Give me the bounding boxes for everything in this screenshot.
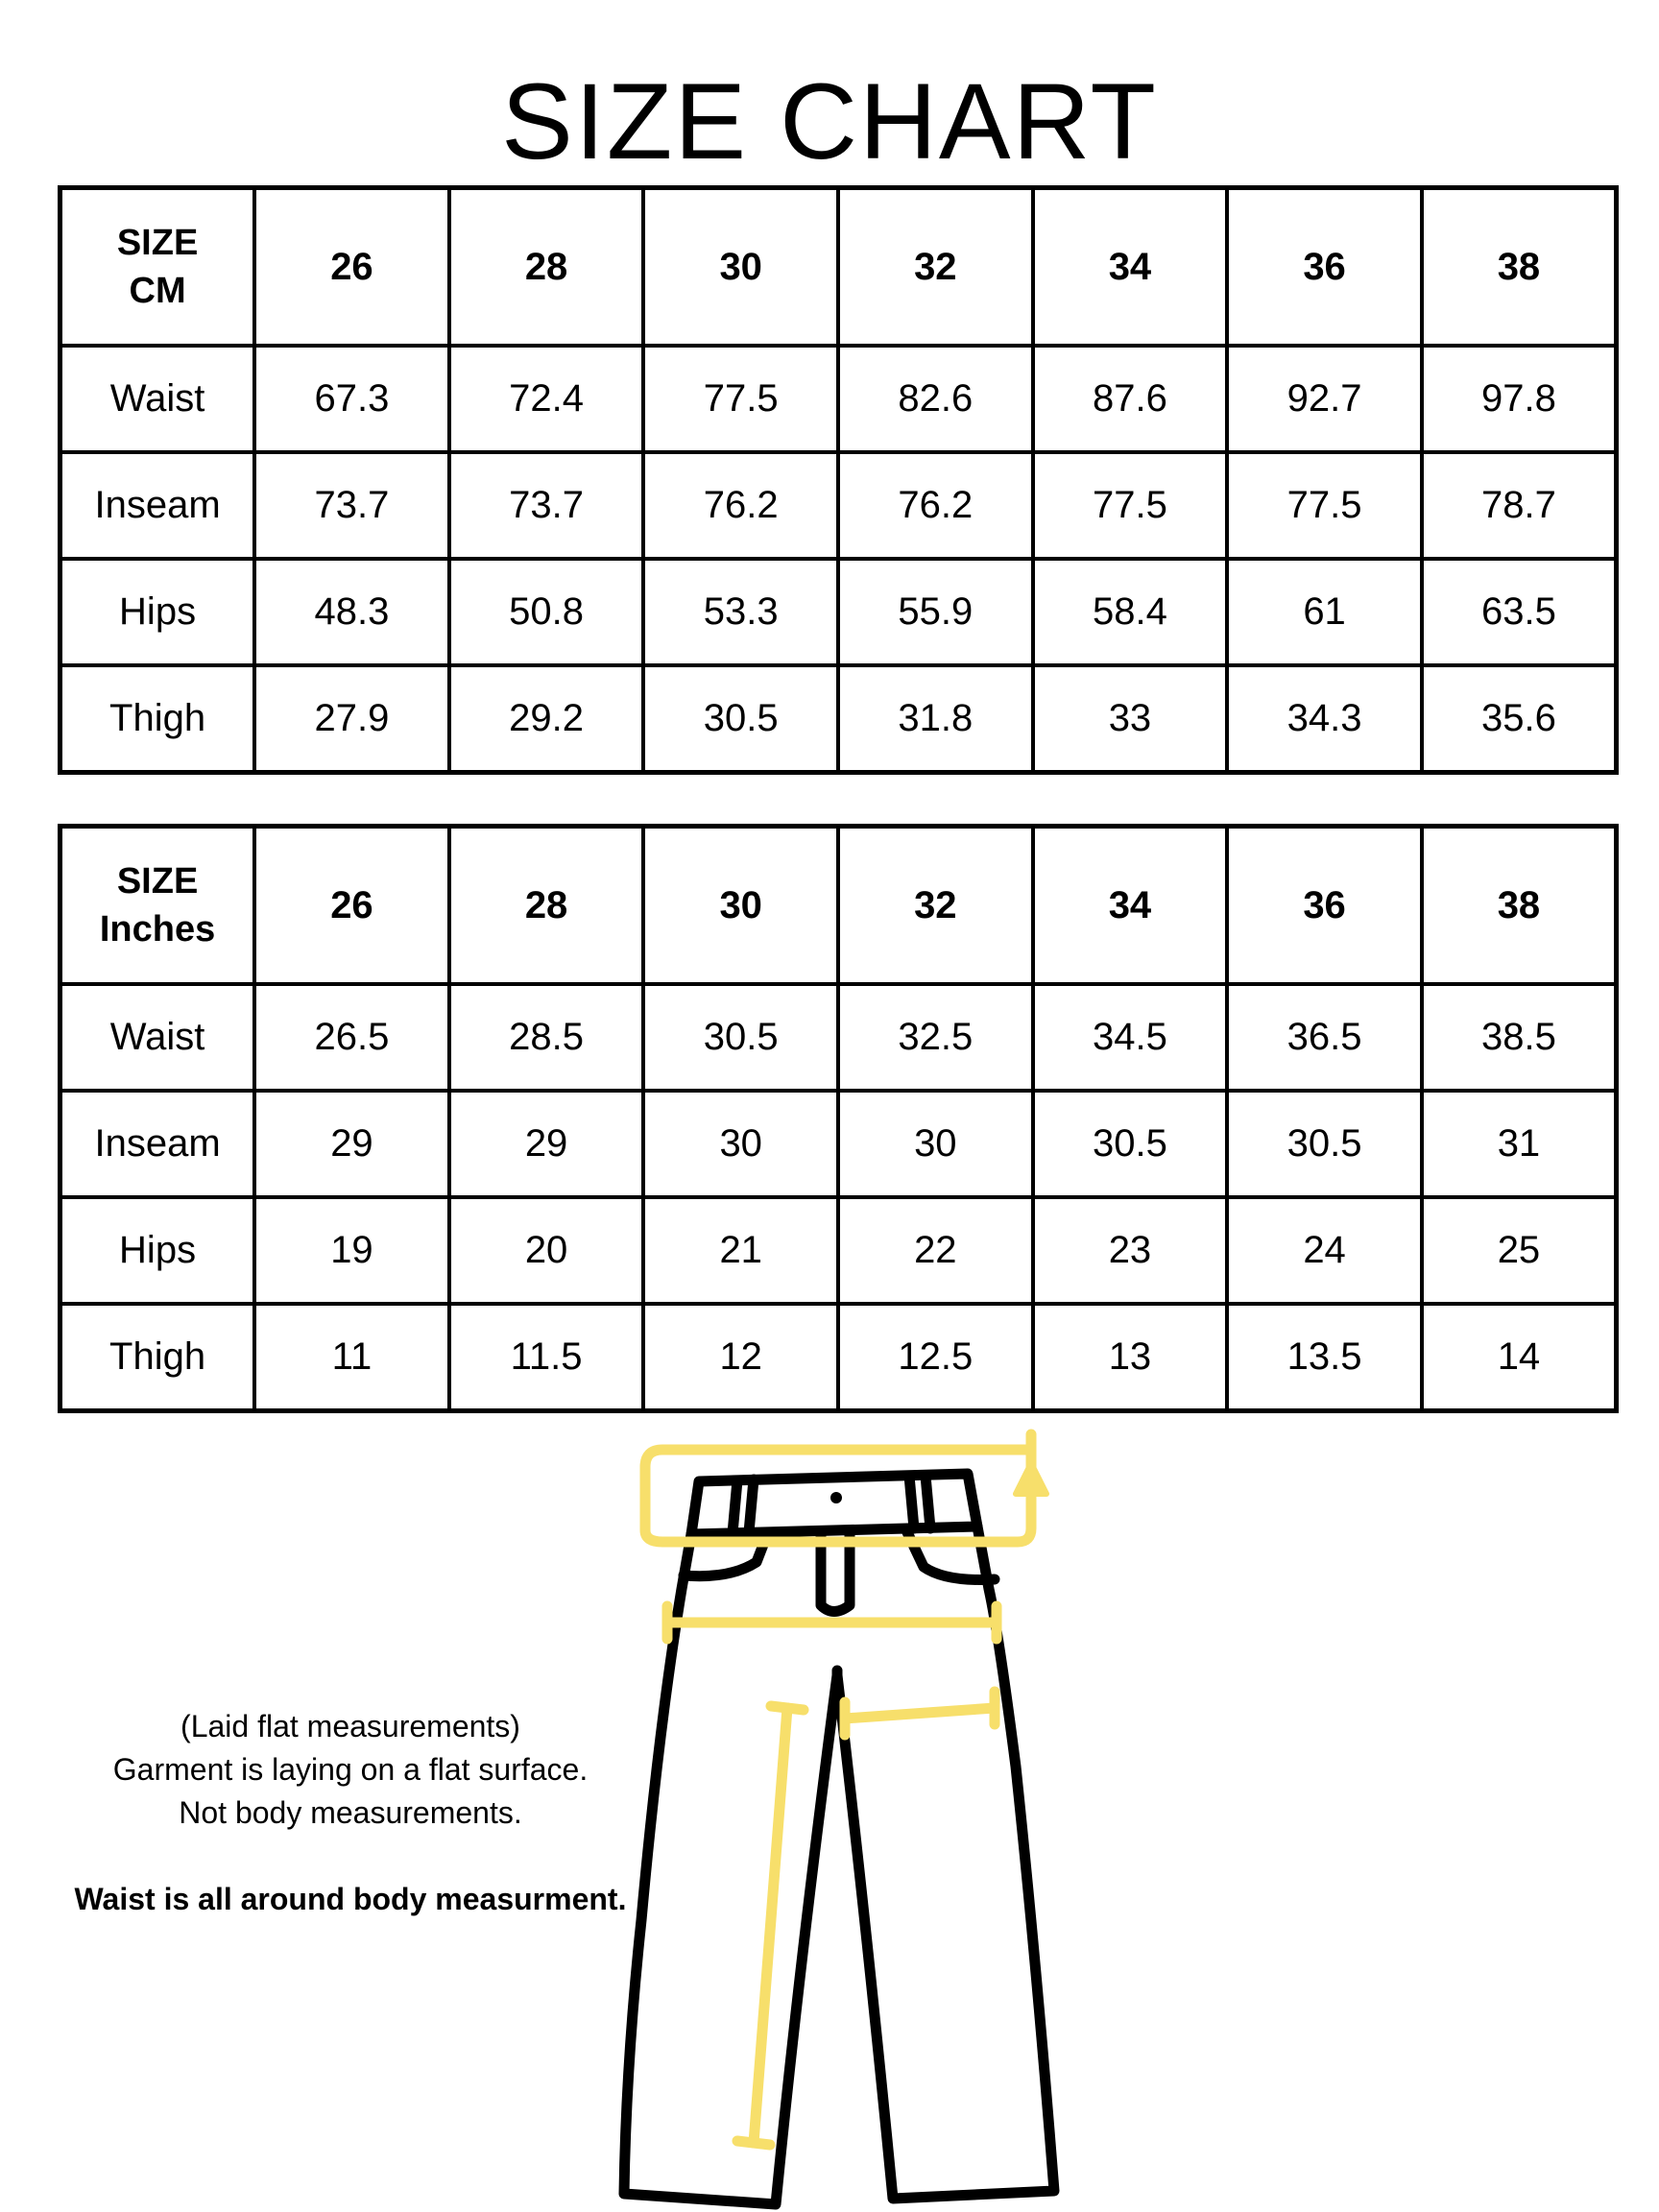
measurement-value: 35.6	[1422, 665, 1617, 773]
measurement-value: 30.5	[643, 984, 838, 1091]
size-label: SIZE	[116, 861, 199, 902]
measurement-value: 31.8	[838, 665, 1033, 773]
size-header-cell: 38	[1422, 188, 1617, 347]
measurement-value: 28.5	[449, 984, 644, 1091]
measurement-value: 67.3	[254, 346, 449, 452]
measurement-value: 12	[643, 1304, 838, 1411]
size-header-cell: 26	[254, 827, 449, 985]
measurement-value: 33	[1033, 665, 1228, 773]
measurement-value: 97.8	[1422, 346, 1617, 452]
measurement-value: 29	[449, 1091, 644, 1197]
measurement-name: Waist	[60, 984, 255, 1091]
measurement-value: 11.5	[449, 1304, 644, 1411]
measurement-value: 48.3	[254, 559, 449, 665]
size-header-cell: 30	[643, 827, 838, 985]
measurement-value: 36.5	[1227, 984, 1422, 1091]
measurement-value: 30.5	[643, 665, 838, 773]
measurement-value: 27.9	[254, 665, 449, 773]
measurement-value: 29	[254, 1091, 449, 1197]
measurement-value: 11	[254, 1304, 449, 1411]
page-title: SIZE CHART	[501, 61, 1158, 181]
measurement-value: 20	[449, 1197, 644, 1304]
size-header-cell: 30	[643, 188, 838, 347]
measurement-value: 30	[643, 1091, 838, 1197]
measurement-value: 23	[1033, 1197, 1228, 1304]
measurement-value: 73.7	[449, 452, 644, 559]
measurement-value: 12.5	[838, 1304, 1033, 1411]
measurement-value: 78.7	[1422, 452, 1617, 559]
note-flat-surface: Garment is laying on a flat surface.	[112, 1752, 589, 1787]
measurement-value: 76.2	[838, 452, 1033, 559]
size-header-cell: 28	[449, 827, 644, 985]
measurement-value: 87.6	[1033, 346, 1228, 452]
measurement-value: 29.2	[449, 665, 644, 773]
measurement-value: 50.8	[449, 559, 644, 665]
measurement-value: 55.9	[838, 559, 1033, 665]
unit-label: Inches	[99, 909, 216, 950]
measurement-value: 30	[838, 1091, 1033, 1197]
measurement-value: 22	[838, 1197, 1033, 1304]
note-laid-flat: (Laid flat measurements)	[180, 1709, 520, 1743]
measurement-value: 38.5	[1422, 984, 1617, 1091]
measurement-value: 25	[1422, 1197, 1617, 1304]
measurement-value: 24	[1227, 1197, 1422, 1304]
size-header-cell: 32	[838, 188, 1033, 347]
measurement-value: 92.7	[1227, 346, 1422, 452]
measurement-value: 32.5	[838, 984, 1033, 1091]
measurement-value: 30.5	[1033, 1091, 1228, 1197]
measurement-name: Hips	[60, 1197, 255, 1304]
measurement-value: 31	[1422, 1091, 1617, 1197]
measurement-value: 76.2	[643, 452, 838, 559]
measurement-name: Waist	[60, 346, 255, 452]
measurement-value: 13.5	[1227, 1304, 1422, 1411]
size-header-cell: 38	[1422, 827, 1617, 985]
measurement-value: 58.4	[1033, 559, 1228, 665]
measurement-value: 77.5	[643, 346, 838, 452]
measurement-value: 19	[254, 1197, 449, 1304]
size-header-cell: 36	[1227, 188, 1422, 347]
measurement-value: 34.3	[1227, 665, 1422, 773]
note-waist-all-around: Waist is all around body measurment.	[74, 1882, 627, 1916]
measurement-value: 77.5	[1227, 452, 1422, 559]
size-header-cell: 32	[838, 827, 1033, 985]
measurement-value: 13	[1033, 1304, 1228, 1411]
measurement-value: 73.7	[254, 452, 449, 559]
measurement-value: 30.5	[1227, 1091, 1422, 1197]
size-header-cell: 26	[254, 188, 449, 347]
size-header-cell: 34	[1033, 827, 1228, 985]
measurement-value: 26.5	[254, 984, 449, 1091]
size-label: SIZE	[116, 223, 199, 263]
measurement-value: 72.4	[449, 346, 644, 452]
measurement-name: Inseam	[60, 452, 255, 559]
measurement-value: 53.3	[643, 559, 838, 665]
size-header-cell: 36	[1227, 827, 1422, 985]
measurement-value: 77.5	[1033, 452, 1228, 559]
measurement-value: 34.5	[1033, 984, 1228, 1091]
measurement-name: Hips	[60, 559, 255, 665]
unit-label: CM	[129, 271, 186, 311]
size-header-cell: 28	[449, 188, 644, 347]
measurement-name: Thigh	[60, 1304, 255, 1411]
measurement-name: Inseam	[60, 1091, 255, 1197]
measurement-name: Thigh	[60, 665, 255, 773]
measurement-value: 21	[643, 1197, 838, 1304]
note-not-body: Not body measurements.	[179, 1795, 522, 1830]
measurement-value: 82.6	[838, 346, 1033, 452]
size-header-cell: 34	[1033, 188, 1228, 347]
measurement-value: 63.5	[1422, 559, 1617, 665]
measurement-value: 61	[1227, 559, 1422, 665]
measurement-value: 14	[1422, 1304, 1617, 1411]
